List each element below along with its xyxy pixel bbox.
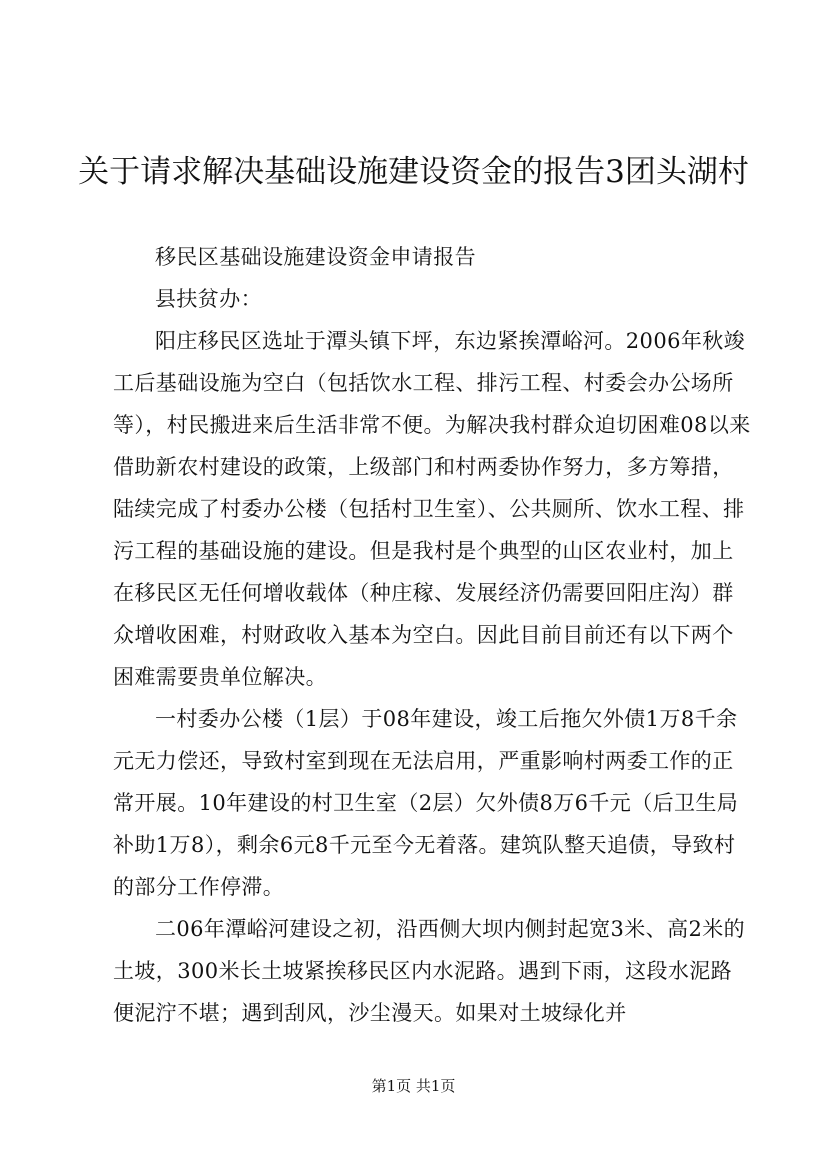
document-subtitle: 移民区基础设施建设资金申请报告 [155, 245, 476, 269]
document-body [113, 236, 753, 1034]
paragraph-3: 二06年潭峪河建设之初，沿西侧大坝内侧封起宽3米、高2米的土坡，300米长土坡紧挨移民区内水泥路。遇到下雨，这段水泥路便泥泞不堪；遇到刮风，沙尘漫天。如果对土坡绿化并 [113, 917, 746, 1025]
paragraph-2: 一村委办公楼（1层）于08年建设，竣工后拖欠外债1万8千余元无力偿还，导致村室到现在无法启用，严重影响村两委工作的正常开展。10年建设的村卫生室（2层）欠外债8万6千元（后卫生局补助1万8），剩余6元8千元至今无着落。建筑队整天追债，导致村的部分工作停滞。 [113, 707, 739, 899]
paragraph-1: 阳庄移民区选址于潭头镇下坪，东边紧挨潭峪河。2006年秋竣工后基础设施为空白（包括饮水工程、排污工程、村委会办公场所等），村民搬进来后生活非常不便。为解决我村群众迫切困难08以来借助新农村建设的政策，上级部门和村两委协作努力，多方筹措，陆续完成了村委办公楼（包括村卫生室）、公共厕所、饮水工程、排污工程的基础设施的建设。但是我村是个典型的山区农业村，加上在移民区无任何增收载体（种庄稼、发展经济仍需要回阳庄沟）群众增收困难，村财政收入基本为空白。因此目前目前还有以下两个困难需要贵单位解决。 [113, 329, 751, 689]
salutation: 县扶贫办： [155, 287, 262, 311]
page-footer: 第1页 共1页 [371, 1077, 456, 1095]
document-title: 关于请求解决基础设施建设资金的报告3团头湖村 [78, 154, 749, 190]
